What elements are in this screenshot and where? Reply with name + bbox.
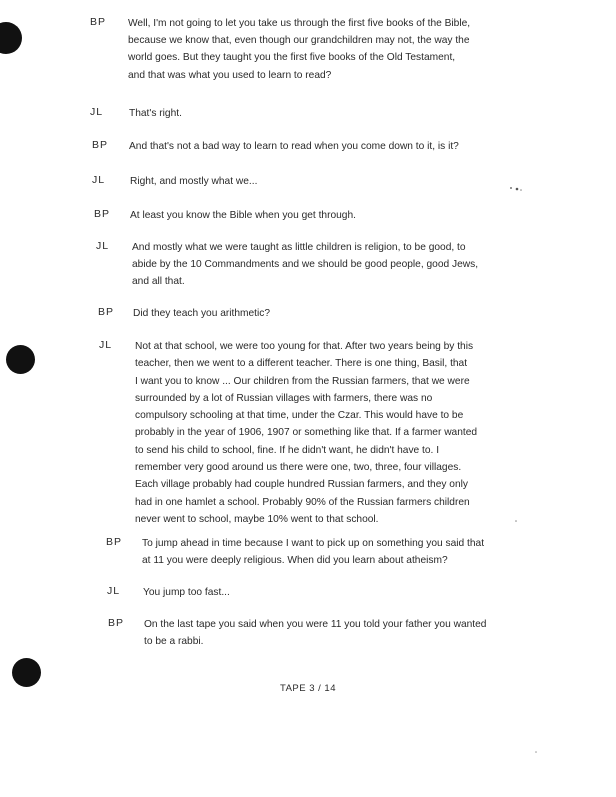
speech-line: because we know that, even though our grandchildren may not, the way the: [128, 35, 470, 47]
speech-line: had in one hamlet a school. Probably 90% of the Russian farmers children: [135, 496, 470, 508]
speech-text: [143, 584, 230, 601]
speaker-label: JL: [99, 339, 113, 351]
speech-line: compulsory schooling at that time, under the Czar. This would have to be: [135, 410, 464, 422]
speech-line: and all that.: [132, 276, 185, 288]
speech-line: Not at that school, we were too young for that. After two years being by this: [135, 341, 474, 352]
speaker-label: JL: [92, 174, 106, 186]
speaker-label: BP: [90, 16, 107, 28]
speech-text: [130, 207, 356, 224]
speech-line: You jump too fast...: [143, 587, 230, 598]
speech-text: [129, 138, 459, 155]
speech-line: That's right.: [129, 108, 182, 119]
speech-line: abide by the 10 Commandments and we should be good people, good Jews,: [132, 259, 479, 271]
speech-line: And mostly what we were taught as little children is religion, to be good, to: [132, 242, 466, 253]
speaker-label: JL: [96, 240, 110, 252]
speech-text: [142, 535, 484, 569]
speech-line: And that's not a bad way to learn to read when you come down to it, is it?: [129, 141, 459, 152]
speaker-label: BP: [92, 139, 109, 151]
speaker-label: BP: [108, 617, 125, 629]
speech-line: To jump ahead in time because I want to pick up on something you said that: [142, 538, 485, 549]
speech-text: [133, 305, 270, 322]
speech-line: I want you to know ... Our children from the Russian farmers, that we were: [135, 375, 470, 387]
speech-line: at 11 you were deeply religious. When did you learn about atheism?: [142, 555, 448, 567]
speech-line: remember very good around us there were one, two, three, four villages.: [135, 462, 462, 474]
page-footer: TAPE 3 / 14: [279, 683, 336, 694]
speaker-label: BP: [98, 306, 115, 318]
speech-text: [128, 15, 470, 84]
speaker-label: BP: [106, 536, 123, 548]
speech-line: At least you know the Bible when you get through.: [130, 210, 356, 221]
speech-line: Did they teach you arithmetic?: [133, 308, 271, 319]
speaker-label: BP: [94, 208, 111, 220]
speech-text: [144, 616, 486, 650]
speech-text: [135, 338, 477, 528]
speech-line: to send his child to school, fine. If he didn't want, he didn't have to. I: [135, 444, 440, 456]
speech-line: to be a rabbi.: [144, 636, 204, 648]
speech-line: and that was what you used to learn to read?: [128, 69, 332, 81]
speaker-label: JL: [90, 106, 104, 118]
speech-text: [130, 173, 257, 190]
speech-line: surrounded by a lot of Russian villages with farmers, there was no: [135, 392, 433, 404]
speech-line: teacher, then we went to a different teacher. There is one thing, Basil, that: [135, 358, 468, 370]
speech-line: world goes. But they taught you the first five books of the Old Testament,: [128, 52, 456, 64]
speech-line: Well, I'm not going to let you take us through the first five books of the Bible,: [128, 18, 471, 29]
speech-line: probably in the year of 1906, 1907 or something like that. If a farmer wanted: [135, 427, 478, 439]
speaker-label: JL: [107, 585, 121, 597]
speech-text: [129, 105, 182, 122]
speech-line: Right, and mostly what we...: [130, 176, 258, 187]
speech-line: Each village probably had couple hundred Russian farmers, and they only: [135, 479, 468, 491]
speech-line: On the last tape you said when you were 11 you told your father you wanted: [144, 619, 487, 630]
speech-line: never went to school, maybe 10% went to that school.: [135, 513, 379, 525]
speech-text: [132, 239, 478, 291]
